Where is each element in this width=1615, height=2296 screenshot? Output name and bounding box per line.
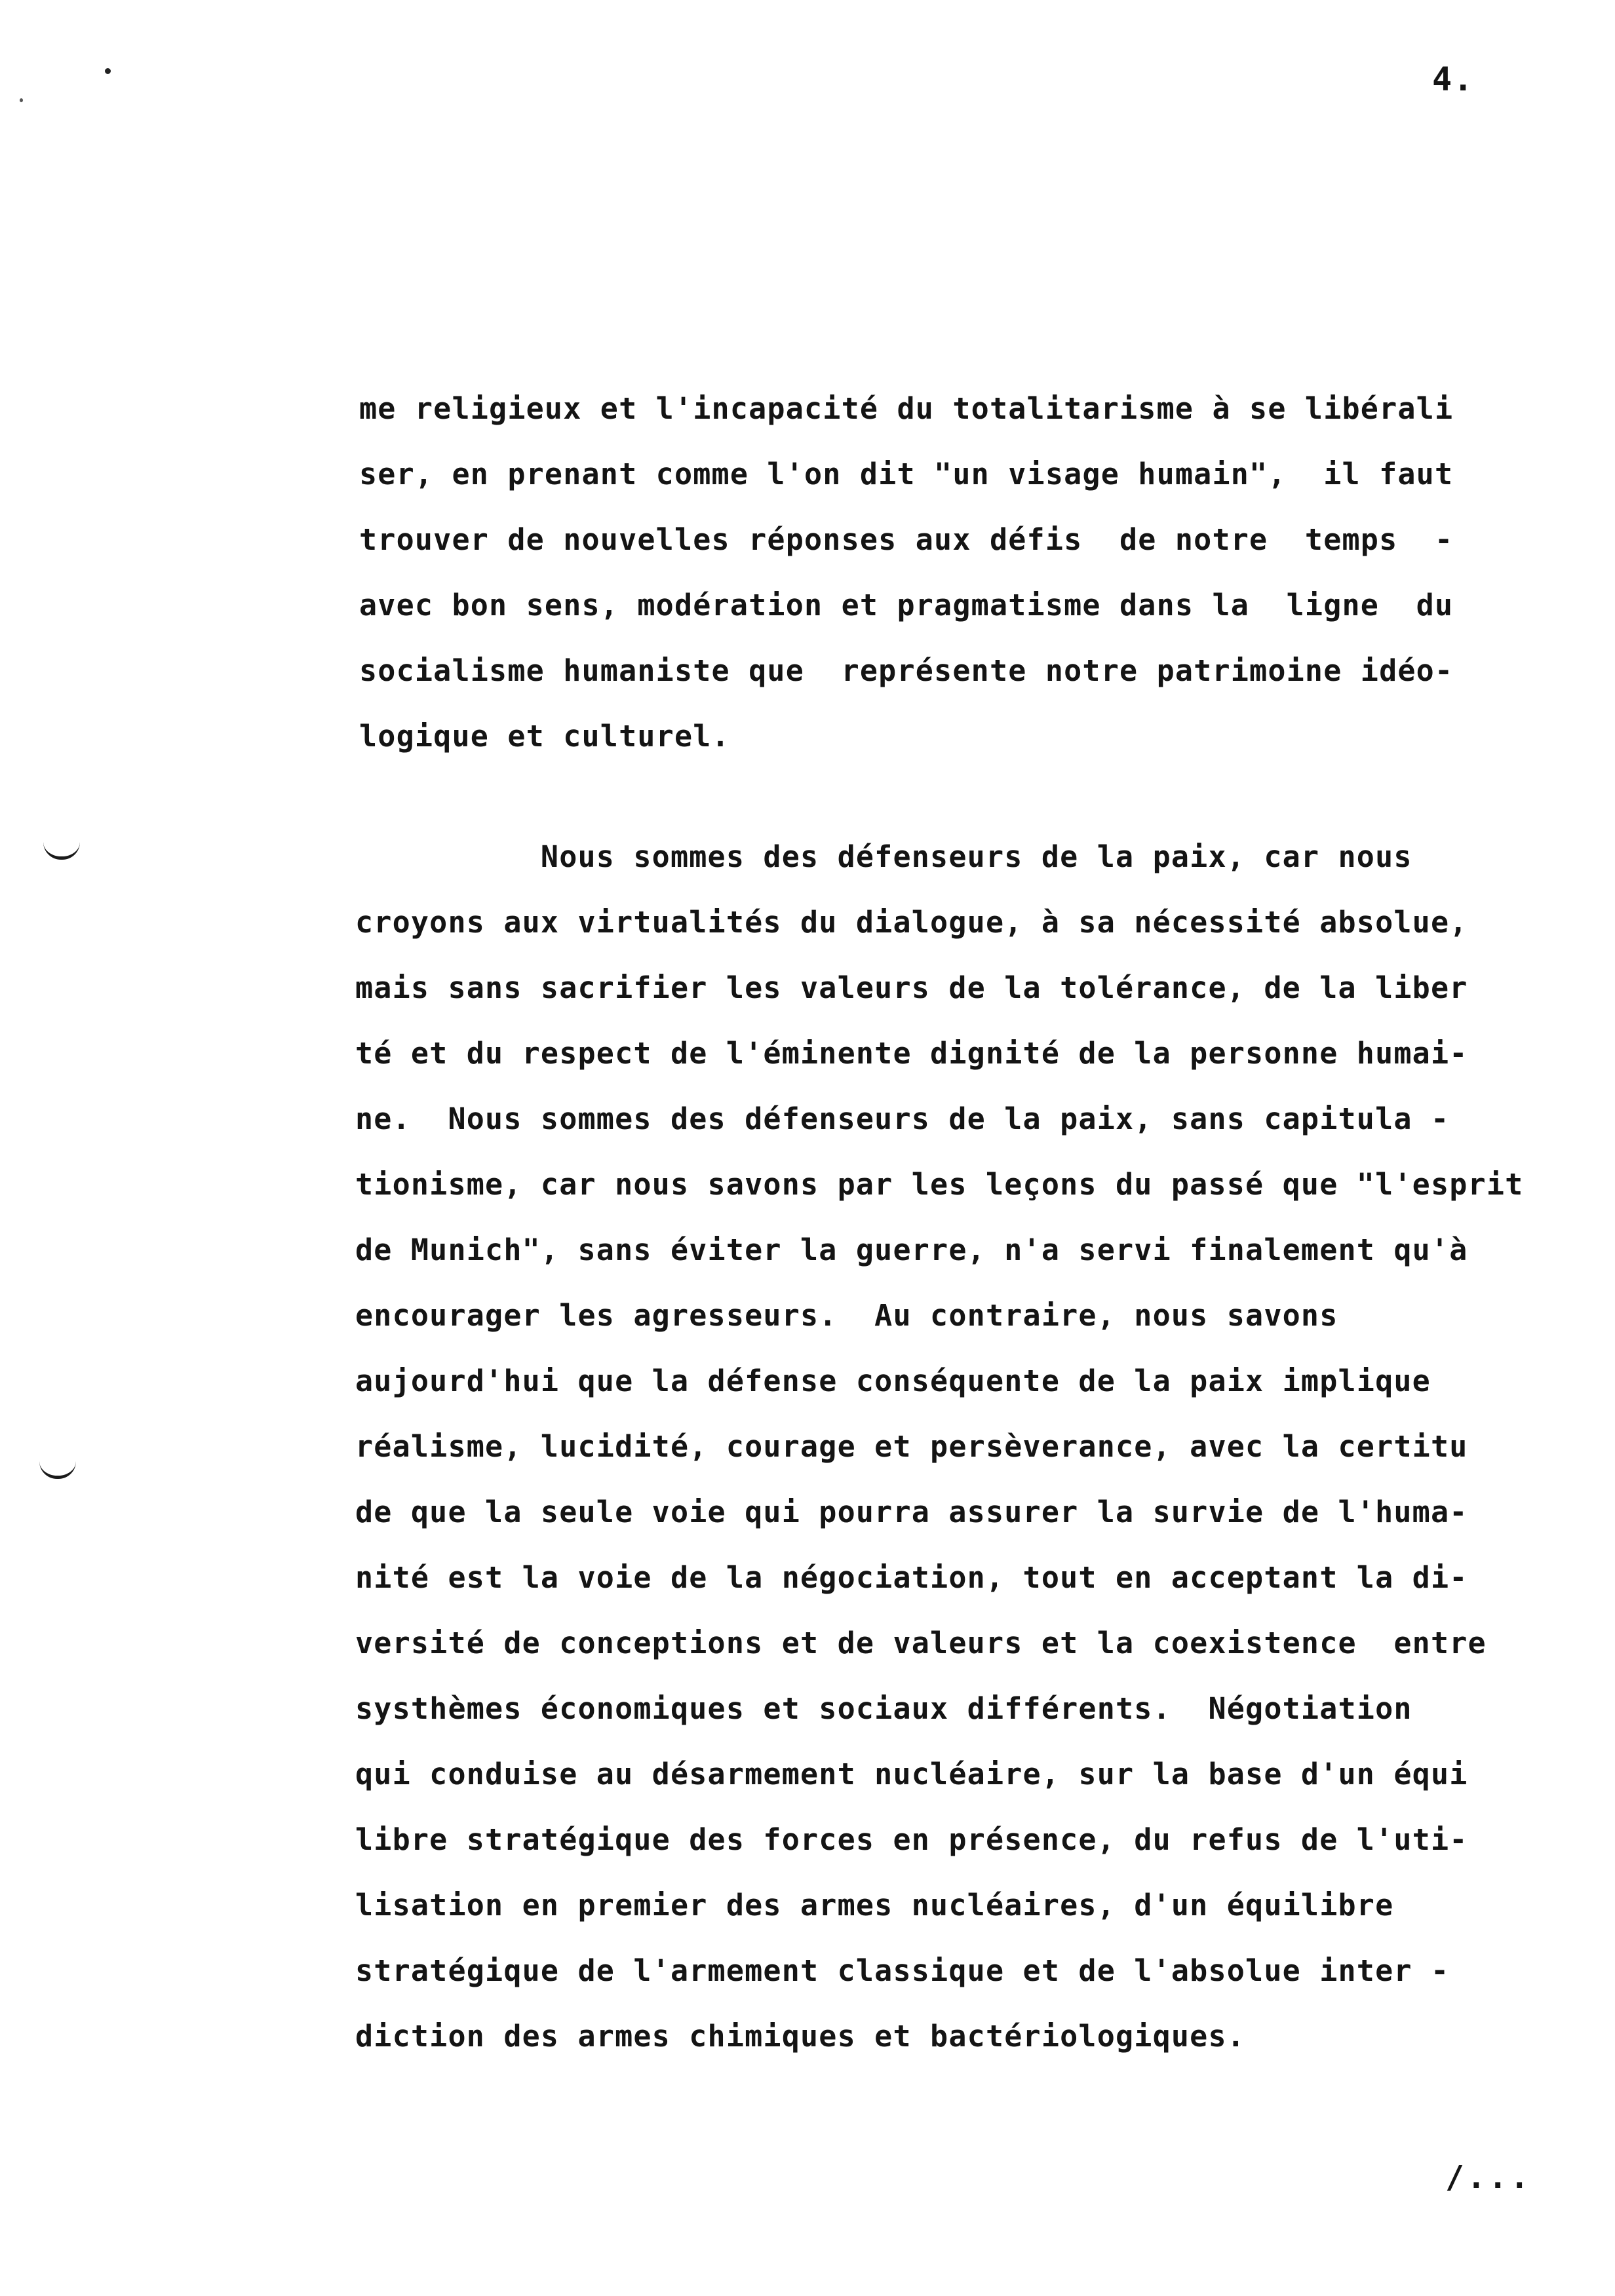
text-line: mais sans sacrifier les valeurs de la tolérance, de la liber [355,970,1468,1005]
text-line: me religieux et l'incapacité du totalitarisme à se libérali [359,391,1454,426]
text-line: nité est la voie de la négociation, tout en acceptant la di- [355,1560,1468,1595]
text-line: ser, en prenant comme l'on dit "un visage humain", il faut [359,457,1454,491]
text-line: Nous sommes des défenseurs de la paix, car nous [355,839,1412,874]
text-line: té et du respect de l'éminente dignité de la personne humai- [355,1036,1468,1071]
text-line: avec bon sens, modération et pragmatisme dans la ligne du [359,588,1454,622]
text-line: qui conduise au désarmement nucléaire, sur la base d'un équi [355,1757,1468,1791]
text-line: socialisme humaniste que représente notre patrimoine idéo- [359,653,1454,688]
text-line: versité de conceptions et de valeurs et la coexistence entre [355,1626,1487,1660]
text-line: de Munich", sans éviter la guerre, n'a servi finalement qu'à [355,1233,1468,1267]
ink-speck [105,68,111,74]
text-line: trouver de nouvelles réponses aux défis de notre temps - [359,522,1454,557]
punch-hole-mark [43,842,80,860]
text-line: libre stratégique des forces en présence, du refus de l'uti- [355,1822,1468,1857]
text-line: systhèmes économiques et sociaux différents. Négotiation [355,1691,1412,1726]
continuation-mark: /... [1445,2159,1532,2196]
page-number: 4. [1432,60,1475,98]
text-line: aujourd'hui que la défense conséquente de la paix implique [355,1364,1431,1398]
text-line: tionisme, car nous savons par les leçons du passé que "l'esprit [355,1167,1524,1202]
text-line: diction des armes chimiques et bactériologiques. [355,2019,1246,2054]
ink-speck [20,98,23,102]
text-line: de que la seule voie qui pourra assurer la survie de l'huma- [355,1495,1468,1529]
text-line: ne. Nous sommes des défenseurs de la paix, sans capitula - [355,1101,1450,1136]
text-line: croyons aux virtualités du dialogue, à sa nécessité absolue, [355,905,1468,940]
text-line: lisation en premier des armes nucléaires, d'un équilibre [355,1888,1394,1923]
punch-hole-mark [39,1461,76,1479]
text-line: encourager les agresseurs. Au contraire, nous savons [355,1298,1338,1333]
text-line: réalisme, lucidité, courage et persèverance, avec la certitu [355,1429,1468,1464]
text-line: logique et culturel. [359,719,730,754]
text-line: stratégique de l'armement classique et de l'absolue inter - [355,1953,1450,1988]
